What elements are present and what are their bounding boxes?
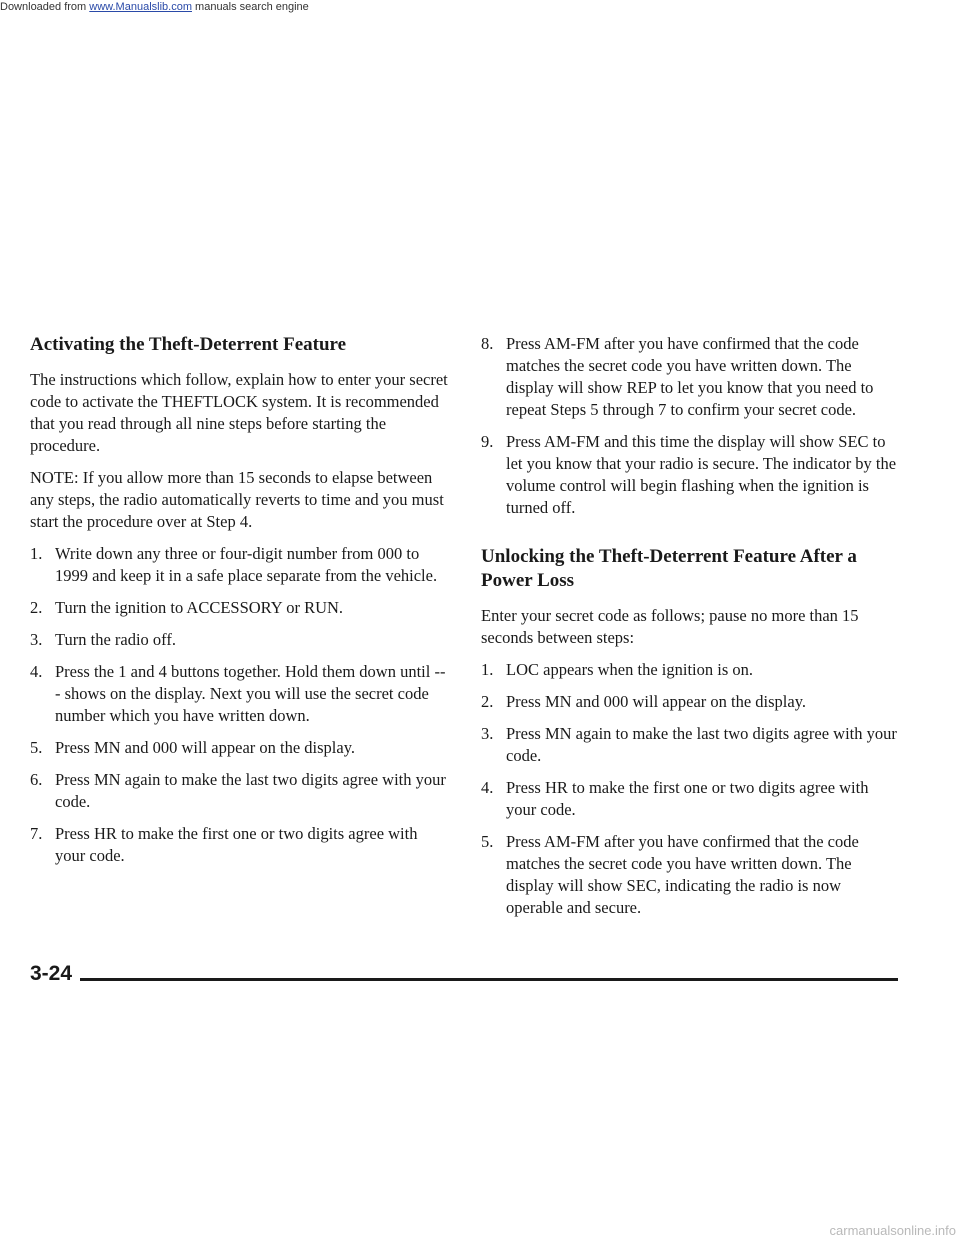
unlocking-steps-list (481, 659, 901, 919)
step-text: Press MN and 000 will appear on the display. (55, 738, 356, 757)
step-text: Press MN and 000 will appear on the display. (506, 692, 807, 711)
activation-steps-continued-list (481, 333, 901, 519)
step-number: 4. (481, 778, 494, 797)
step-item (30, 543, 450, 587)
step-text: Press HR to make the first one or two digits agree with your code. (55, 824, 418, 865)
step-item (30, 737, 450, 759)
step-number: 1. (481, 660, 494, 679)
watermark-suffix: manuals search engine (191, 1, 309, 13)
step-item (30, 661, 450, 727)
step-item (30, 823, 450, 867)
intro-paragraph: The instructions which follow, explain how to enter your secret code to activate the THEFTLOCK system. It is recommended that you read through all nine steps before starting the procedure. (30, 370, 448, 455)
activation-steps-list (30, 543, 450, 867)
manualslib-link[interactable]: www.Manualslib.com (89, 1, 192, 13)
step-item (481, 723, 901, 767)
right-column (481, 333, 901, 929)
step-text: Press the 1 and 4 buttons together. Hold them down until --- shows on the display. Next you will use the secret code number which you have written down. (55, 662, 446, 725)
activating-heading: Activating the Theft-Deterrent Feature (30, 334, 347, 355)
step-number: 3. (30, 630, 43, 649)
step-number: 8. (481, 334, 494, 353)
watermark-prefix: Downloaded from (0, 1, 90, 13)
step-text: Press MN again to make the last two digits agree with your code. (55, 770, 446, 811)
step-item (481, 777, 901, 821)
step-item (30, 769, 450, 813)
site-watermark: carmanualsonline.info (829, 1223, 956, 1238)
step-text: Press AM-FM after you have confirmed that the code matches the secret code you have written down. The display will show REP to let you know that you need to repeat Steps 5 through 7 to confirm your secret code. (506, 334, 874, 419)
unlocking-intro: Enter your secret code as follows; pause no more than 15 seconds between steps: (481, 606, 859, 647)
step-number: 1. (30, 544, 43, 563)
step-number: 2. (30, 598, 43, 617)
step-number: 5. (481, 832, 494, 851)
step-number: 9. (481, 432, 494, 451)
step-number: 3. (481, 724, 494, 743)
step-text: Press HR to make the first one or two digits agree with your code. (506, 778, 869, 819)
left-column (30, 333, 450, 877)
step-text: Turn the radio off. (55, 630, 176, 649)
download-watermark (0, 0, 309, 14)
step-item (481, 431, 901, 519)
step-item (481, 831, 901, 919)
step-item (481, 659, 901, 681)
step-item (481, 691, 901, 713)
unlocking-heading: Unlocking the Theft-Deterrent Feature After a Power Loss (481, 546, 857, 591)
step-item (30, 597, 450, 619)
note-paragraph: NOTE: If you allow more than 15 seconds to elapse between any steps, the radio automatically reverts to time and you must start the procedure over at Step 4. (30, 468, 444, 531)
step-item (30, 629, 450, 651)
page-number: 3-24 (30, 962, 80, 986)
step-number: 7. (30, 824, 43, 843)
step-number: 2. (481, 692, 494, 711)
step-number: 6. (30, 770, 43, 789)
step-text: Press MN again to make the last two digits agree with your code. (506, 724, 897, 765)
step-text: Press AM-FM after you have confirmed that the code matches the secret code you have written down. The display will show SEC, indicating the radio is now operable and secure. (506, 832, 859, 917)
step-text: Press AM-FM and this time the display will show SEC to let you know that your radio is secure. The indicator by the volume control will begin flashing when the ignition is turned off. (506, 432, 897, 517)
step-item (481, 333, 901, 421)
step-text: LOC appears when the ignition is on. (506, 660, 754, 679)
step-text: Write down any three or four-digit number from 000 to 1999 and keep it in a safe place separate from the vehicle. (55, 544, 438, 585)
step-number: 4. (30, 662, 43, 681)
footer-rule (30, 978, 898, 981)
step-text: Turn the ignition to ACCESSORY or RUN. (55, 598, 344, 617)
step-number: 5. (30, 738, 43, 757)
